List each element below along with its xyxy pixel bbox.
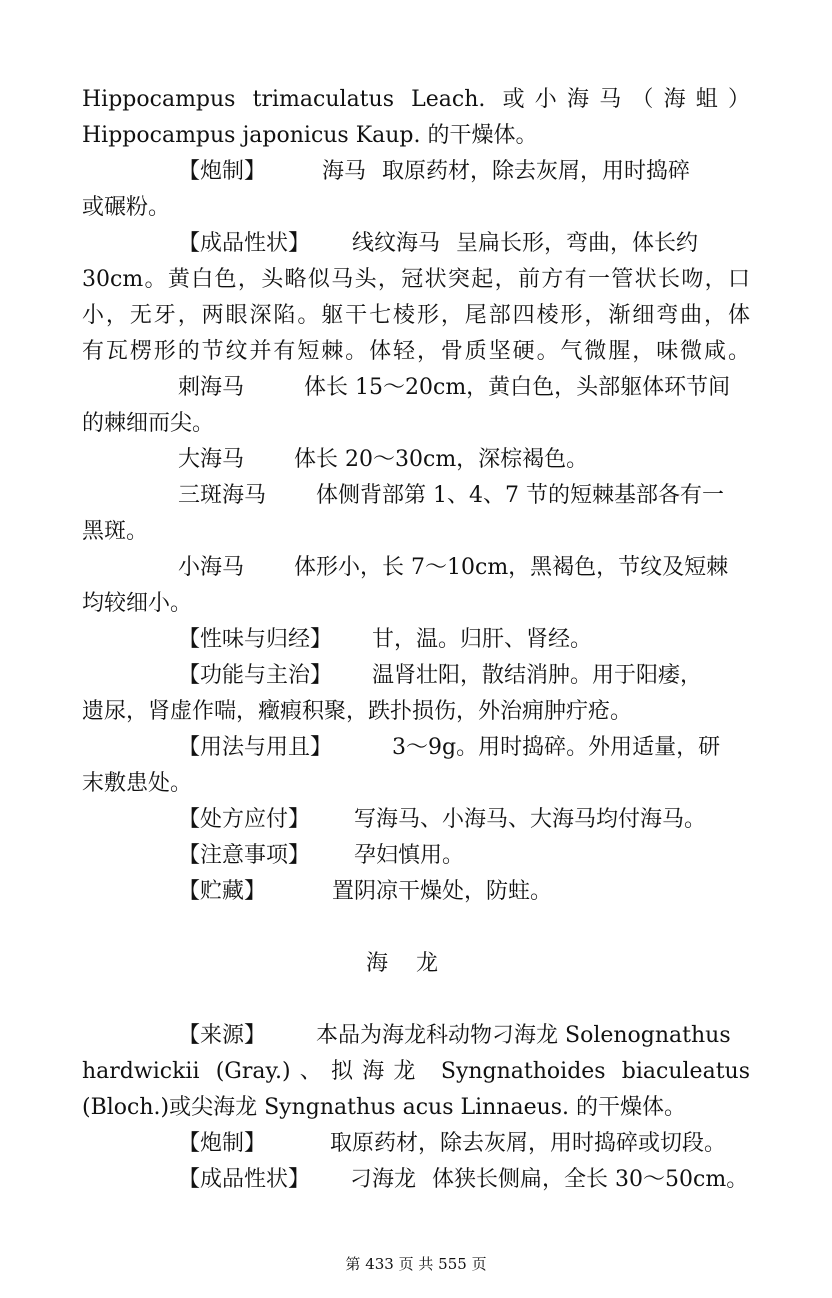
text-line: 末敷患处。: [82, 771, 193, 796]
section-text: 取原药材，除去灰屑，用时捣碎: [382, 159, 691, 184]
xingzhuang-line: [178, 230, 750, 258]
footer-prefix: 第: [345, 1255, 361, 1273]
section-label: 【用法与用且】: [178, 735, 333, 760]
item-name: 刺海马: [178, 375, 245, 400]
dahaima-line: [178, 446, 750, 474]
total-pages-number: 555: [438, 1255, 467, 1273]
section-text: 体狭长侧扁，全长 30～50cm。: [432, 1167, 749, 1192]
xiaohaima-line: [178, 554, 750, 582]
section-label: 【贮藏】: [178, 879, 267, 904]
section-text: 温肾壮阳，散结消肿。用于阳痿，: [372, 663, 703, 688]
text-line: 或碾粉。: [82, 195, 171, 220]
section-label: 【来源】: [178, 1023, 267, 1048]
source-line: [178, 1022, 750, 1050]
sanban-line: [178, 482, 750, 510]
item-name: 刁海龙: [350, 1167, 417, 1192]
section-label: 【炮制】: [178, 1131, 267, 1156]
text-line: 黑斑。: [82, 519, 149, 544]
text-line: Hippocampus trimaculatus Leach. 或小海马（海蛆）: [82, 87, 750, 112]
section-text: 体形小，长 7～10cm，黑褐色，节纹及短棘: [294, 555, 729, 580]
hailong-paozhi-line: [178, 1130, 750, 1158]
text-line: 均较细小。: [82, 591, 193, 616]
page-footer: [0, 1254, 832, 1274]
item-name: 三斑海马: [178, 483, 267, 508]
hailong-xingzhuang-line: [178, 1166, 750, 1194]
section-label: 【成品性状】: [178, 1167, 311, 1192]
gongneng-line: [178, 662, 750, 690]
section-text: 呈扁长形，弯曲，体长约: [456, 231, 699, 256]
section-label: 【炮制】: [178, 159, 267, 184]
text-line: 30cm。黄白色，头略似马头，冠状突起，前方有一管状长吻，口: [82, 267, 750, 292]
section-text: 置阴凉干燥处，防蛀。: [332, 879, 553, 904]
text-line: 的棘细而尖。: [82, 411, 215, 436]
section-text: 孕妇慎用。: [354, 843, 465, 868]
text-line: hardwickii (Gray.)、拟海龙 Syngnathoides biaculeatus: [82, 1059, 750, 1084]
section-text: 本品为海龙科动物刁海龙 Solenognathus: [316, 1023, 731, 1048]
section-text: 体侧背部第 1、4、7 节的短棘基部各有一: [316, 483, 724, 508]
paozhi-line: [178, 158, 750, 186]
item-name: 小海马: [178, 555, 245, 580]
item-name: 线纹海马: [352, 231, 441, 256]
chufang-line: [178, 806, 750, 834]
section-text: 取原药材，除去灰屑，用时捣碎或切段。: [330, 1131, 727, 1156]
section-label: 【性味与归经】: [178, 627, 333, 652]
section-text: 3～9g。用时捣碎。外用适量，研: [392, 735, 721, 760]
section-text: 体长 20～30cm，深棕褐色。: [294, 447, 589, 472]
item-name: 海马: [322, 159, 367, 184]
text-line: Hippocampus japonicus Kaup. 的干燥体。: [82, 123, 538, 148]
section-label: 【成品性状】: [178, 231, 311, 256]
entry-title: 海龙: [365, 951, 466, 976]
section-label: 【处方应付】: [178, 807, 311, 832]
cihaima-line: [178, 374, 750, 402]
zhucang-line: [178, 878, 750, 906]
xingwei-line: [178, 626, 750, 654]
current-page-number: 433: [365, 1255, 394, 1273]
text-line: (Bloch.)或尖海龙 Syngnathus acus Linnaeus. 的干燥体。: [82, 1095, 687, 1120]
section-label: 【注意事项】: [178, 843, 311, 868]
zhuyi-line: [178, 842, 750, 870]
item-name: 大海马: [178, 447, 245, 472]
section-text: 体长 15～20cm，黄白色，头部躯体环节间: [304, 375, 731, 400]
yongfa-line: [178, 734, 750, 762]
section-label: 【功能与主治】: [178, 663, 333, 688]
text-line: 小，无牙，两眼深陷。躯干七棱形，尾部四棱形，渐细弯曲，体: [82, 303, 750, 328]
section-text: 写海马、小海马、大海马均付海马。: [354, 807, 707, 832]
footer-suffix: 页: [471, 1255, 487, 1273]
section-text: 甘，温。归肝、肾经。: [372, 627, 593, 652]
text-line: 遗尿，肾虚作喘，癥瘕积聚，跌扑损伤，外治痈肿疔疮。: [82, 699, 633, 724]
footer-middle: 页 共: [398, 1255, 434, 1273]
text-line: 有瓦楞形的节纹并有短棘。体轻，骨质坚硬。气微腥，味微咸。: [82, 339, 750, 364]
